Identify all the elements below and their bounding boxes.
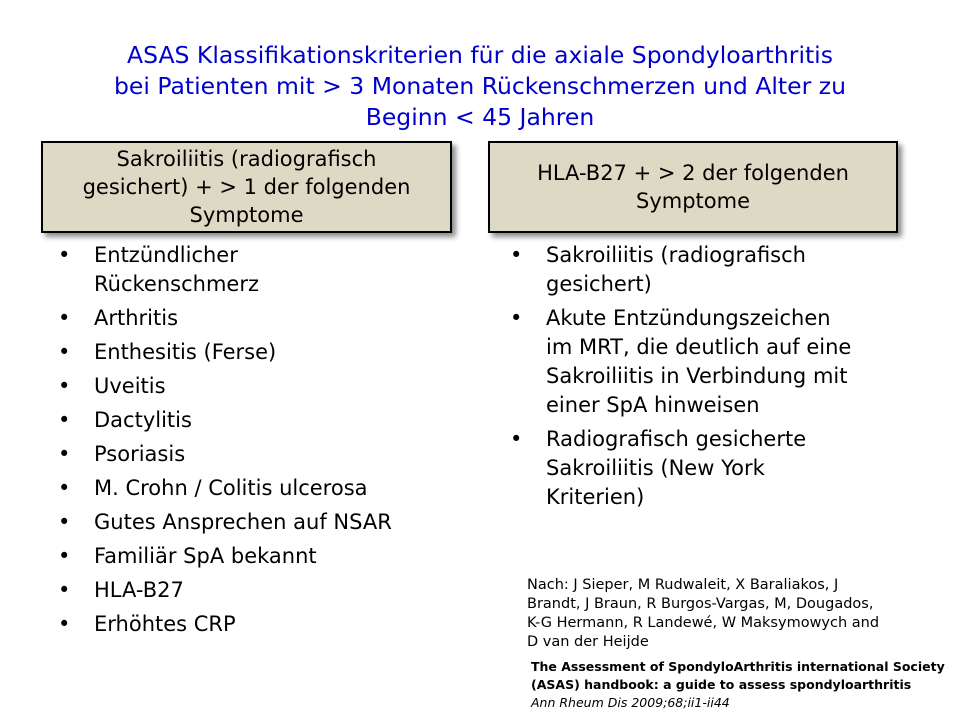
list-item	[58, 406, 458, 435]
list-item-line: Erhöhtes CRP	[94, 612, 236, 636]
list-item-line: Dactylitis	[94, 408, 192, 432]
list-item-line: Radiografisch gesicherte	[546, 427, 807, 451]
list-item-line: HLA-B27	[94, 578, 184, 602]
list-item-line: Sakroiliitis in Verbindung mit	[546, 364, 848, 388]
bullet-icon: •	[58, 306, 71, 330]
list-item-text	[94, 406, 458, 435]
list-item-line: Rückenschmerz	[94, 272, 259, 296]
list-item-text	[94, 241, 458, 299]
citation-authors	[527, 576, 937, 652]
list-item	[58, 508, 458, 537]
list-item-text	[94, 372, 458, 401]
bullet-icon: •	[510, 243, 523, 267]
list-item-line: M. Crohn / Colitis ulcerosa	[94, 476, 368, 500]
title-line: ASAS Klassifikationskriterien für die axiale Spondyloarthritis	[127, 41, 833, 69]
list-item	[58, 610, 458, 639]
list-item-line: Entzündlicher	[94, 243, 238, 267]
list-item	[58, 576, 458, 605]
list-item	[58, 241, 458, 299]
list-item	[58, 474, 458, 503]
reference-title-line: The Assessment of SpondyloArthritis international Society	[531, 659, 945, 674]
title-line: Beginn < 45 Jahren	[365, 103, 595, 131]
list-item-text	[94, 610, 458, 639]
bullet-icon: •	[510, 306, 523, 330]
list-item-text	[546, 304, 910, 420]
bullet-icon: •	[58, 612, 71, 636]
bullet-icon: •	[58, 510, 71, 534]
list-item-text	[546, 241, 910, 299]
list-item-line: Uveitis	[94, 374, 166, 398]
list-item	[510, 241, 910, 299]
list-item-line: Enthesitis (Ferse)	[94, 340, 277, 364]
list-item	[58, 304, 458, 333]
list-item-line: Sakroiliitis (New York	[546, 456, 765, 480]
reference	[531, 658, 951, 712]
bullet-icon: •	[58, 578, 71, 602]
criteria-box-sakroiliitis	[41, 141, 452, 233]
bullet-icon: •	[58, 408, 71, 432]
bullet-icon: •	[58, 243, 71, 267]
bullet-icon: •	[58, 476, 71, 500]
list-item-line: Sakroiliitis (radiografisch	[546, 243, 806, 267]
list-item	[58, 338, 458, 367]
bullet-icon: •	[58, 374, 71, 398]
symptom-list-right	[510, 241, 910, 517]
citation-line: D van der Heijde	[527, 634, 649, 650]
bullet-icon: •	[58, 340, 71, 364]
list-item-line: Gutes Ansprechen auf NSAR	[94, 510, 392, 534]
list-item-line: Arthritis	[94, 306, 179, 330]
list-item-line: Psoriasis	[94, 442, 186, 466]
list-item-text	[94, 576, 458, 605]
list-item-text	[94, 440, 458, 469]
list-item-line: Familiär SpA bekannt	[94, 544, 317, 568]
box-line: Sakroiliitis (radiografisch	[116, 147, 377, 171]
list-item-text	[94, 338, 458, 367]
slide-title	[40, 40, 920, 133]
bullet-icon: •	[58, 544, 71, 568]
list-item	[58, 542, 458, 571]
list-item-line: gesichert)	[546, 272, 652, 296]
list-item-text	[94, 474, 458, 503]
list-item	[510, 304, 910, 420]
list-item-line: Kriterien)	[546, 485, 645, 509]
citation-line: Nach: J Sieper, M Rudwaleit, X Baraliakos, J	[527, 577, 839, 593]
symptom-list-left	[58, 241, 458, 644]
box-line: HLA-B27 + > 2 der folgenden	[537, 161, 849, 185]
list-item	[510, 425, 910, 512]
list-item-text	[94, 304, 458, 333]
list-item-line: im MRT, die deutlich auf eine	[546, 335, 852, 359]
box-line: gesichert) + > 1 der folgenden	[82, 175, 411, 199]
bullet-icon: •	[58, 442, 71, 466]
list-item	[58, 372, 458, 401]
list-item-text	[94, 508, 458, 537]
reference-title-line: (ASAS) handbook: a guide to assess spondyloarthritis	[531, 677, 912, 692]
title-line: bei Patienten mit > 3 Monaten Rückenschmerzen und Alter zu	[114, 72, 846, 100]
list-item	[58, 440, 458, 469]
box-line: Symptome	[635, 189, 750, 213]
reference-journal: Ann Rheum Dis 2009;68;ii1-ii44	[531, 695, 730, 710]
list-item-line: Akute Entzündungszeichen	[546, 306, 831, 330]
citation-line: Brandt, J Braun, R Burgos-Vargas, M, Dougados,	[527, 596, 874, 612]
list-item-line: einer SpA hinweisen	[546, 393, 760, 417]
bullet-icon: •	[510, 427, 523, 451]
criteria-box-hla-b27	[488, 141, 898, 233]
list-item-text	[94, 542, 458, 571]
citation-line: K-G Hermann, R Landewé, W Maksymowych and	[527, 615, 880, 631]
box-line: Symptome	[189, 203, 304, 227]
list-item-text	[546, 425, 910, 512]
